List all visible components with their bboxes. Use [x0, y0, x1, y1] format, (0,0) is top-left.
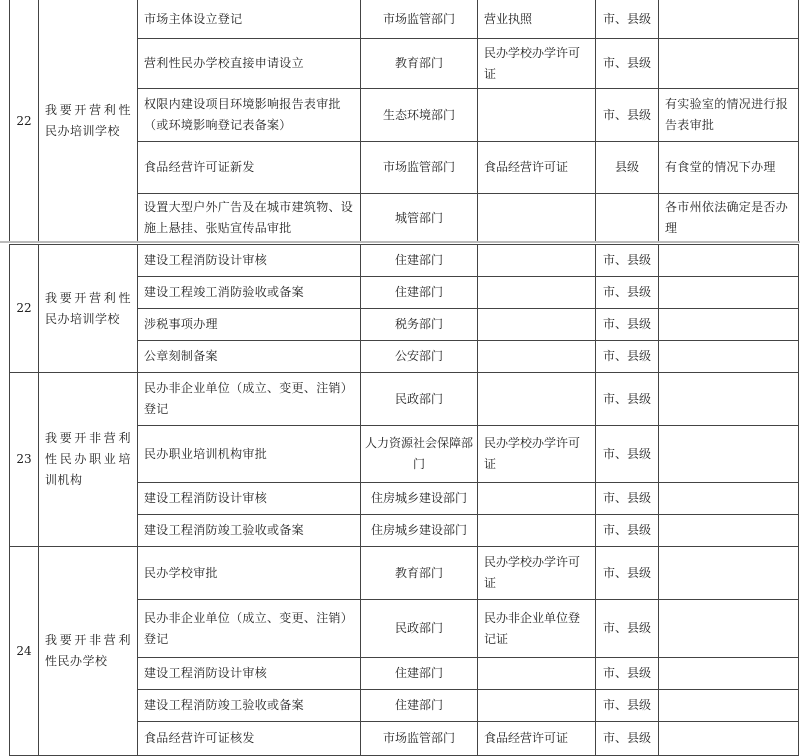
license-cell: 食品经营许可证 [478, 142, 596, 194]
license-cell: 民办学校办学许可证 [478, 547, 596, 600]
note-cell [659, 690, 799, 722]
department-cell: 住房城乡建设部门 [361, 515, 478, 547]
row-number: 24 [10, 547, 39, 756]
note-cell: 有食堂的情况下办理 [659, 142, 799, 194]
license-cell [478, 515, 596, 547]
task-cell: 设置大型户外广告及在城市建筑物、设施上悬挂、张贴宣传品审批 [138, 194, 361, 243]
note-cell [659, 341, 799, 373]
license-cell [478, 309, 596, 341]
note-cell [659, 0, 799, 39]
scenario-name: 我要开营利性民办培训学校 [39, 245, 138, 373]
level-cell: 市、县级 [596, 547, 659, 600]
license-cell [478, 341, 596, 373]
service-table-page-1 [9, 0, 799, 243]
task-cell: 民办学校审批 [138, 547, 361, 600]
department-cell: 民政部门 [361, 600, 478, 658]
note-cell [659, 722, 799, 756]
table-row [10, 373, 799, 426]
department-cell: 市场监管部门 [361, 722, 478, 756]
note-cell: 有实验室的情况进行报告表审批 [659, 89, 799, 142]
note-cell [659, 600, 799, 658]
license-cell: 民办学校办学许可证 [478, 426, 596, 483]
task-cell: 民办非企业单位（成立、变更、注销）登记 [138, 373, 361, 426]
note-cell [659, 515, 799, 547]
task-cell: 建设工程消防竣工验收或备案 [138, 515, 361, 547]
table-row [10, 0, 799, 39]
level-cell: 市、县级 [596, 483, 659, 515]
note-cell [659, 658, 799, 690]
level-cell: 市、县级 [596, 373, 659, 426]
department-cell: 税务部门 [361, 309, 478, 341]
task-cell: 权限内建设项目环境影响报告表审批（或环境影响登记表备案） [138, 89, 361, 142]
task-cell: 民办非企业单位（成立、变更、注销）登记 [138, 600, 361, 658]
scenario-name: 我要开非营利性民办职业培训机构 [39, 373, 138, 547]
department-cell: 人力资源社会保障部门 [361, 426, 478, 483]
note-cell [659, 547, 799, 600]
note-cell [659, 245, 799, 277]
level-cell: 市、县级 [596, 309, 659, 341]
table-row [10, 245, 799, 277]
note-cell [659, 39, 799, 89]
license-cell [478, 245, 596, 277]
license-cell: 营业执照 [478, 0, 596, 39]
scenario-name: 我要开营利性民办培训学校 [39, 0, 138, 243]
license-cell [478, 277, 596, 309]
level-cell: 市、县级 [596, 277, 659, 309]
task-cell: 食品经营许可证核发 [138, 722, 361, 756]
license-cell [478, 89, 596, 142]
license-cell [478, 373, 596, 426]
level-cell: 市、县级 [596, 426, 659, 483]
service-table-page-2 [9, 244, 799, 756]
table-row [10, 547, 799, 600]
task-cell: 建设工程消防竣工验收或备案 [138, 690, 361, 722]
level-cell [596, 194, 659, 243]
note-cell [659, 483, 799, 515]
department-cell: 教育部门 [361, 39, 478, 89]
note-cell [659, 373, 799, 426]
row-number: 23 [10, 373, 39, 547]
department-cell: 住建部门 [361, 245, 478, 277]
level-cell: 市、县级 [596, 341, 659, 373]
level-cell: 市、县级 [596, 89, 659, 142]
level-cell: 市、县级 [596, 245, 659, 277]
row-number: 22 [10, 245, 39, 373]
license-cell: 民办学校办学许可证 [478, 39, 596, 89]
note-cell: 各市州依法确定是否办理 [659, 194, 799, 243]
level-cell: 县级 [596, 142, 659, 194]
scenario-name: 我要开非营利性民办学校 [39, 547, 138, 756]
license-cell: 民办非企业单位登记证 [478, 600, 596, 658]
note-cell [659, 426, 799, 483]
department-cell: 教育部门 [361, 547, 478, 600]
license-cell [478, 658, 596, 690]
level-cell: 市、县级 [596, 39, 659, 89]
task-cell: 公章刻制备案 [138, 341, 361, 373]
license-cell [478, 483, 596, 515]
task-cell: 建设工程消防设计审核 [138, 245, 361, 277]
level-cell: 市、县级 [596, 0, 659, 39]
department-cell: 住建部门 [361, 690, 478, 722]
note-cell [659, 309, 799, 341]
task-cell: 营利性民办学校直接申请设立 [138, 39, 361, 89]
department-cell: 住建部门 [361, 658, 478, 690]
department-cell: 市场监管部门 [361, 0, 478, 39]
task-cell: 民办职业培训机构审批 [138, 426, 361, 483]
level-cell: 市、县级 [596, 690, 659, 722]
task-cell: 市场主体设立登记 [138, 0, 361, 39]
level-cell: 市、县级 [596, 515, 659, 547]
level-cell: 市、县级 [596, 658, 659, 690]
department-cell: 民政部门 [361, 373, 478, 426]
level-cell: 市、县级 [596, 600, 659, 658]
task-cell: 建设工程消防设计审核 [138, 658, 361, 690]
task-cell: 建设工程消防设计审核 [138, 483, 361, 515]
license-cell: 食品经营许可证 [478, 722, 596, 756]
license-cell [478, 194, 596, 243]
task-cell: 建设工程竣工消防验收或备案 [138, 277, 361, 309]
license-cell [478, 690, 596, 722]
department-cell: 住房城乡建设部门 [361, 483, 478, 515]
row-number: 22 [10, 0, 39, 243]
department-cell: 住建部门 [361, 277, 478, 309]
task-cell: 涉税事项办理 [138, 309, 361, 341]
department-cell: 市场监管部门 [361, 142, 478, 194]
level-cell: 市、县级 [596, 722, 659, 756]
task-cell: 食品经营许可证新发 [138, 142, 361, 194]
note-cell [659, 277, 799, 309]
department-cell: 城管部门 [361, 194, 478, 243]
department-cell: 生态环境部门 [361, 89, 478, 142]
department-cell: 公安部门 [361, 341, 478, 373]
